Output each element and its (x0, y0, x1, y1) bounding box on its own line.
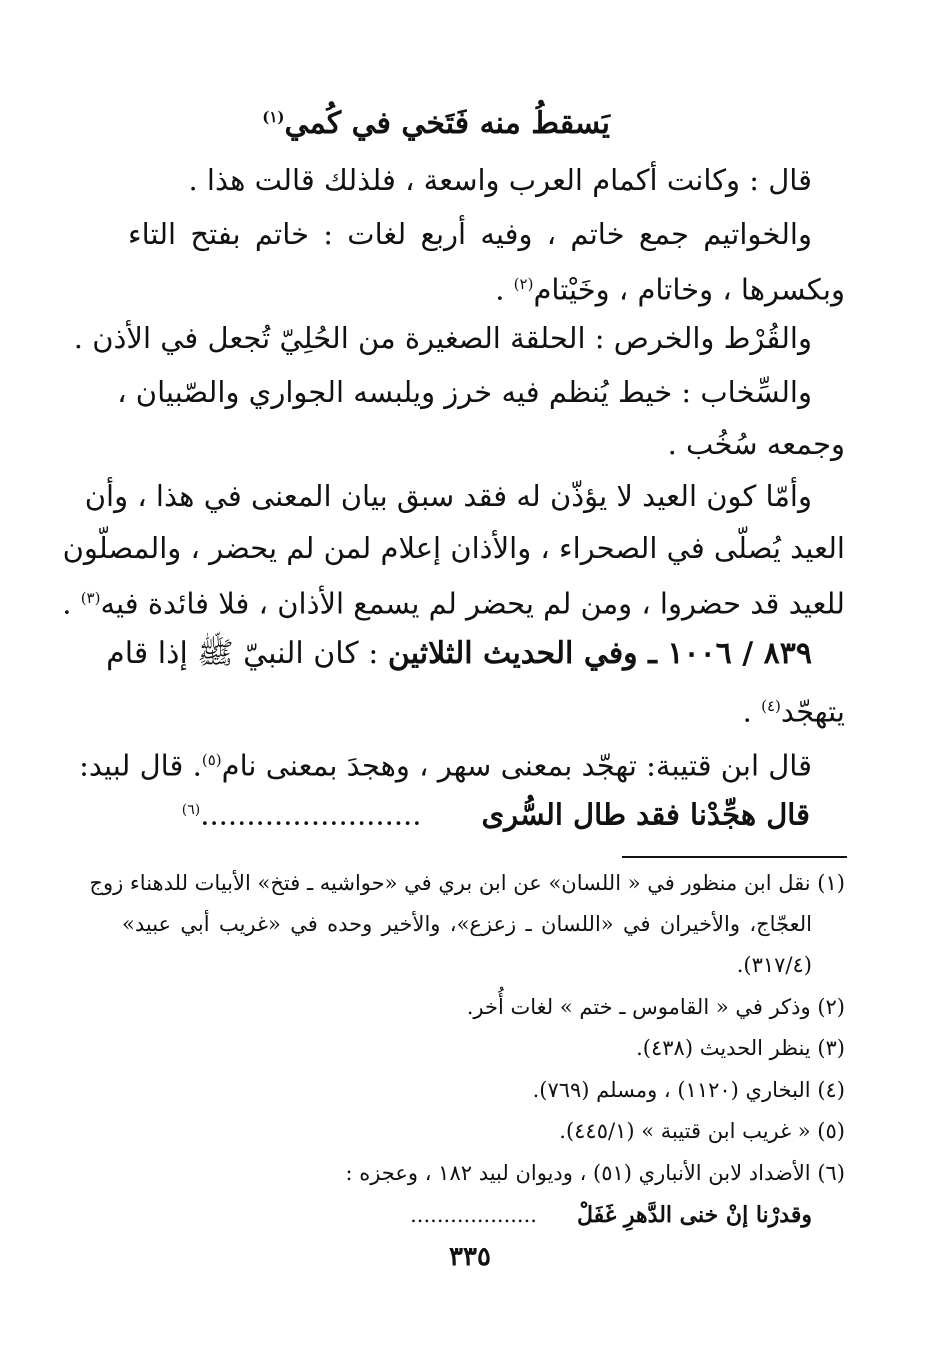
body-line-6: وجمعه سُخُب . (667, 427, 845, 461)
footnote-5: (٥) « غريب ابن قتيبة » (٤٤٥/١). (559, 1119, 845, 1143)
verse-dots: ................... (410, 1203, 537, 1227)
verse-dots: ........................ (200, 797, 422, 832)
body-line-10 (79, 738, 812, 783)
footnote-ref: (٦) (181, 802, 201, 818)
body-line-3 (300, 262, 845, 306)
footnote-ref: (٢) (513, 275, 534, 293)
footnote-6: (٦) الأضداد لابن الأنباري (٥١) ، وديوان لبيد ١٨٢ ، وعجزه : (345, 1161, 845, 1185)
body-text: يتهجّد (780, 694, 845, 729)
body-text: . (62, 586, 81, 621)
verse-text: وقدرْنا إنْ خنى الدَّهرِ غَفَلْ (576, 1202, 812, 1228)
body-line-4: والقُرْط والخرص : الحلقة الصغيرة من الحُلِيّ تُجعل في الأذن . (73, 321, 812, 355)
footnote-ref: (٤) (761, 697, 781, 715)
footnote-4: (٤) البخاري (١١٢٠) ، ومسلم (٧٦٩). (532, 1078, 845, 1102)
body-line-5: والسِّخاب : خيط يُنظم فيه خرز ويلبسه الجواري والصّبيان ، (117, 375, 812, 409)
footnote-ref: (٣) (80, 589, 101, 607)
body-text: قال ابن قتيبة: تهجّد بمعنى سهر ، وهجدَ بمعنى نام (221, 748, 812, 783)
body-line-9 (62, 576, 845, 621)
body-text: وبكسرها ، وخاتام ، وخَيْتام (533, 272, 845, 307)
body-line-7: وأمّا كون العيد لا يؤذّن له فقد سبق بيان المعنى في هذا ، وأن (84, 479, 812, 513)
body-line-2: والخواتيم جمع خاتم ، وفيه أربع لغات : خاتم بفتح التاء (128, 217, 812, 251)
verse-text: يَسقطُ منه فَتَخي في كُمي (284, 106, 610, 141)
body-text: . (495, 272, 514, 307)
footnote-ref: (١) (262, 108, 285, 126)
hadith-heading (106, 632, 812, 676)
verse-text: قال هجِّدْنا فقد طال السُّرى (481, 797, 810, 832)
hadith-text: : كان النبيّ ﷺ إذا قام (106, 636, 388, 671)
footnote-2: (٢) وذكر في « القاموس ـ ختم » لغات أُخر. (466, 995, 845, 1019)
footnote-1-line-1: (١) نقل ابن منظور في « اللسان» عن ابن بري في «حواشيه ـ فتخ» الأبيات للدهناء زوج (89, 871, 845, 895)
body-text: . (742, 694, 762, 729)
footnote-separator (622, 856, 847, 858)
footnote-1-line-2: العجّاج، والأخيران في «اللسان ـ زعزع»، والأخير وحده في «غريب أبي عبيد» (122, 912, 812, 936)
hadith-title: وفي الحديث الثلاثين (387, 636, 649, 671)
body-line-8: العيد يُصلّى في الصحراء ، والأذان إعلام لمن لم يحضر ، والمصلّون (62, 531, 845, 565)
hadith-line-2 (640, 684, 845, 728)
footnote-1-line-3: (٣١٧/٤). (736, 953, 812, 977)
body-line-1: قال : وكانت أكمام العرب واسعة ، فلذلك قالت هذا . (188, 163, 812, 197)
footnote-ref: (٥) (201, 751, 222, 769)
footnote-3: (٣) ينظر الحديث (٤٣٨). (636, 1036, 845, 1060)
verse-line-labid (181, 788, 810, 832)
hadith-number: ٨٣٩ / ١٠٠٦ ـ (648, 636, 812, 671)
page-number: ٣٣٥ (449, 1242, 491, 1272)
body-text: للعيد قد حضروا ، ومن لم يحضر لم يسمع الأذان ، فلا فائدة فيه (100, 586, 845, 621)
verse-line-top (200, 95, 610, 139)
body-text: . قال لبيد: (79, 748, 202, 783)
footnote-6-verse (380, 1198, 812, 1232)
